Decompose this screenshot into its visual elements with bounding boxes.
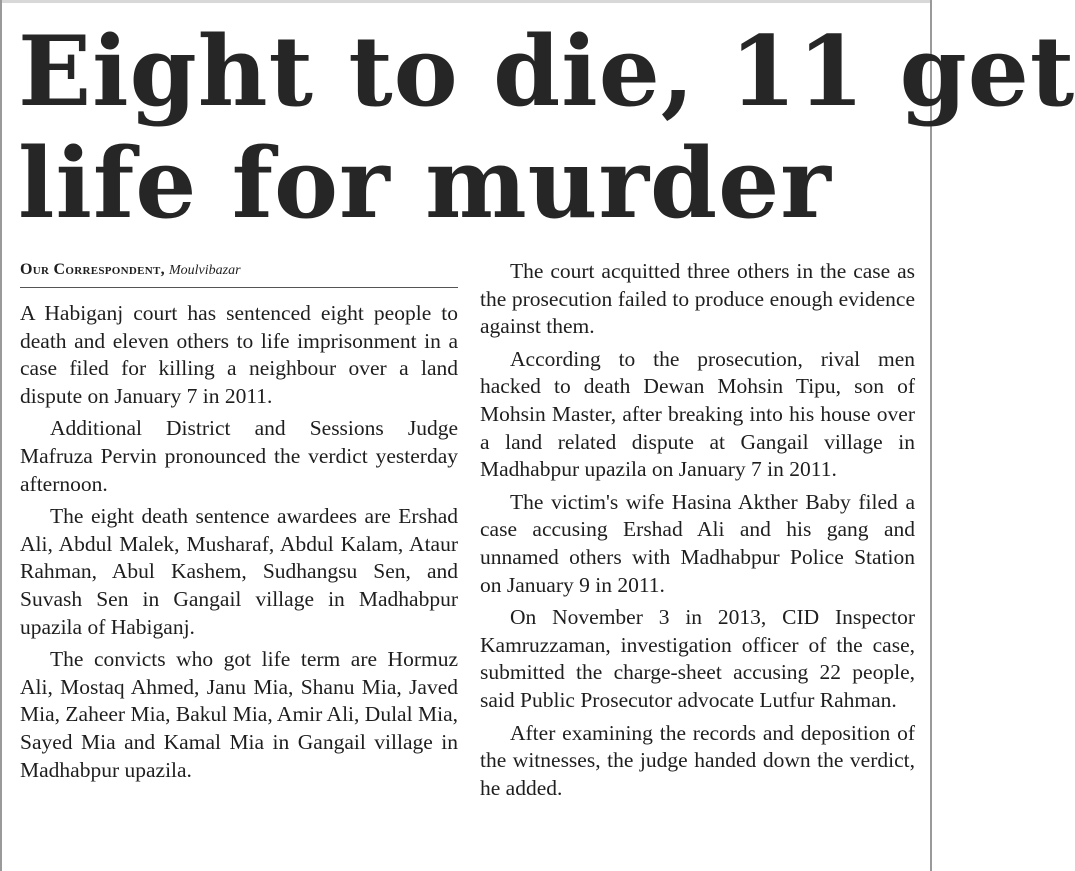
paragraph: The court acquitted three others in the case as the prosecution failed to produce enough evidence against them. bbox=[480, 259, 915, 339]
byline bbox=[20, 258, 458, 288]
paragraph: According to the prosecution, rival men hacked to death Dewan Mohsin Tipu, son of Mohsin Master, after breaking into his house over a land related dispute at Gangail village in Madhabpur upazila on January 7 in 2011. bbox=[480, 346, 915, 482]
headline-line-2: life for murder bbox=[18, 127, 832, 240]
paragraph: The convicts who got life term are Hormuz Ali, Mostaq Ahmed, Janu Mia, Shanu Mia, Javed Mia, Zaheer Mia, Bakul Mia, Amir Ali, Dulal Mia, Sayed Mia and Kamal Mia in Gangail village in Madhabpur upazila. bbox=[20, 647, 458, 782]
top-rule bbox=[2, 0, 930, 3]
paragraph: The victim's wife Hasina Akther Baby filed a case accusing Ershad Ali and his gang and unnamed others with Madhabpur Police Station on January 9 in 2011. bbox=[480, 489, 915, 597]
paragraph: Additional District and Sessions Judge Mafruza Pervin pronounced the verdict yesterday afternoon. bbox=[20, 416, 458, 496]
headline-line-1: Eight to die, 11 get bbox=[18, 15, 1075, 128]
paragraph: A Habiganj court has sentenced eight people to death and eleven others to life imprisonment in a case filed for killing a neighbour over a land dispute on January 7 in 2011. bbox=[20, 301, 458, 408]
paragraph: The eight death sentence awardees are Ershad Ali, Abdul Malek, Musharaf, Abdul Kalam, Ataur Rahman, Abul Kashem, Sudhangsu Sen, and Suvash Sen in Gangail village in Madhabpur upazila of Habiganj. bbox=[20, 504, 458, 639]
headline bbox=[18, 15, 1075, 240]
paragraph: After examining the records and deposition of the witnesses, the judge handed down the verdict, he added. bbox=[480, 720, 915, 800]
byline-place: Moulvibazar bbox=[168, 263, 241, 278]
article-column-right bbox=[480, 258, 915, 807]
article-column-left bbox=[20, 258, 458, 789]
paragraph: On November 3 in 2013, CID Inspector Kamruzzaman, investigation officer of the case, submitted the charge-sheet accusing 22 people, said Public Prosecutor advocate Lutfur Rahman. bbox=[480, 605, 915, 712]
byline-author: Our Correspondent, bbox=[20, 261, 165, 278]
